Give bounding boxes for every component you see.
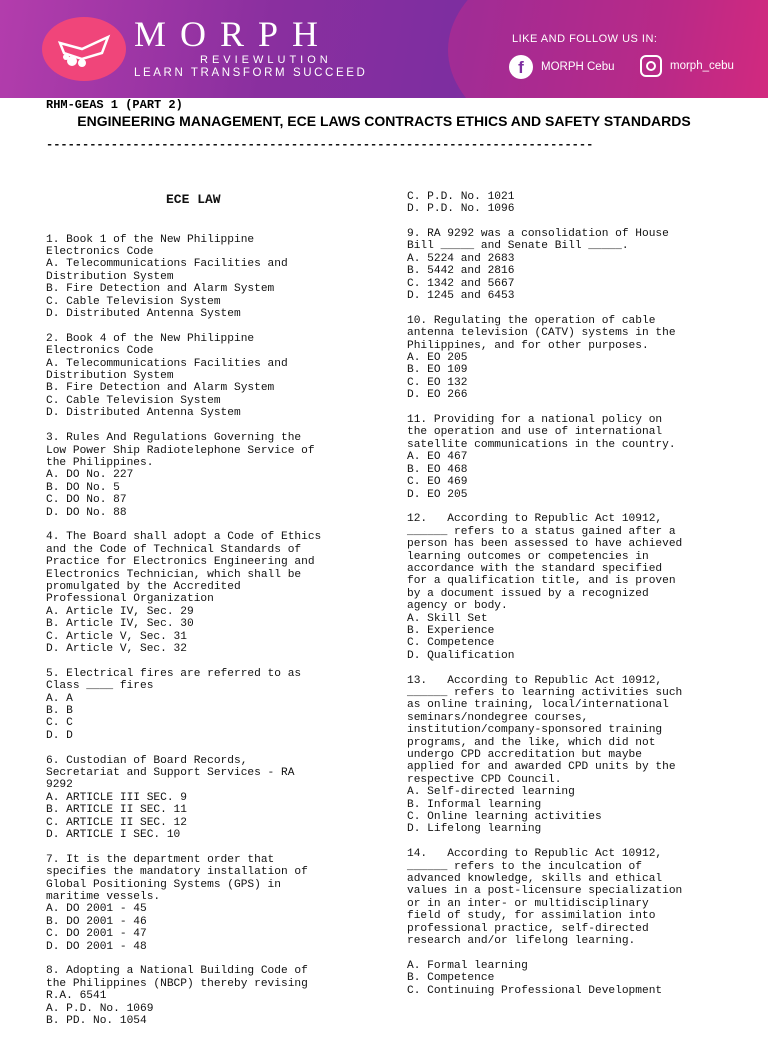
question-line: the Philippines. xyxy=(46,456,154,469)
question-line: ______ refers to learning activities such xyxy=(407,686,683,699)
question-line: D. EO 266 xyxy=(407,389,468,402)
question-line: Electronics Technician, which shall be xyxy=(46,568,302,581)
question-line: 9292 xyxy=(46,779,73,792)
question-block xyxy=(407,848,727,997)
question-line: A. Formal learning xyxy=(407,959,528,972)
question-line: C. Cable Television System xyxy=(46,295,221,308)
question-line: agency or body. xyxy=(407,600,508,613)
question-block xyxy=(46,234,376,321)
question-text: 13. According to Republic Act 10912, xyxy=(407,674,663,687)
question-line: Bill _____ and Senate Bill _____. xyxy=(407,240,629,253)
question-line: Distribution System xyxy=(46,370,174,383)
question-line: advanced knowledge, skills and ethical xyxy=(407,873,663,886)
question-line: research and/or lifelong learning. xyxy=(407,935,636,948)
question-line: A. EO 205 xyxy=(407,352,468,365)
question-line: as online training, local/international xyxy=(407,699,669,712)
brand-tagline: LEARN TRANSFORM SUCCEED xyxy=(134,67,368,79)
question-block xyxy=(46,965,376,1027)
question-block xyxy=(407,228,727,302)
question-line: the Philippines (NBCP) thereby revising xyxy=(46,977,308,990)
question-block xyxy=(407,513,727,662)
question-line: D. ARTICLE I SEC. 10 xyxy=(46,829,181,842)
question-line: A. P.D. No. 1069 xyxy=(46,1002,154,1015)
question-line: antenna television (CATV) systems in the xyxy=(407,327,676,340)
question-line: Philippines, and for other purposes. xyxy=(407,339,649,352)
question-line: A. Self-directed learning xyxy=(407,786,575,799)
question-line: Professional Organization xyxy=(46,593,214,606)
header-banner xyxy=(0,0,768,98)
question-line: B. EO 109 xyxy=(407,364,468,377)
question-line: B. PD. No. 1054 xyxy=(46,1015,147,1028)
brand-name: MORPH xyxy=(134,14,333,54)
question-text: 1. Book 1 of the New Philippine xyxy=(46,233,255,246)
question-line: B. B xyxy=(46,705,73,717)
question-line: C. Continuing Professional Development xyxy=(407,984,663,997)
section-title: ECE LAW xyxy=(166,191,221,207)
question-line: accordance with the standard specified xyxy=(407,562,663,575)
question-text: 10. Regulating the operation of cable xyxy=(407,314,656,327)
right-column xyxy=(407,166,727,1022)
question-block xyxy=(407,315,727,402)
question-line: C. Competence xyxy=(407,637,495,650)
question-block xyxy=(46,432,376,519)
question-text: 9. RA 9292 was a consolidation of House xyxy=(407,228,669,241)
question-line: undergo CPD accreditation but maybe xyxy=(407,749,642,762)
instagram-handle: morph_cebu xyxy=(670,60,734,72)
question-line: C. 1342 and 5667 xyxy=(407,277,515,290)
question-line: or in an inter- or multidisciplinary xyxy=(407,897,649,910)
question-line: D. 1245 and 6453 xyxy=(407,290,515,303)
question-line: A. 5224 and 2683 xyxy=(407,252,515,265)
question-text: 7. It is the department order that xyxy=(46,853,275,866)
question-line: ______ refers to a status gained after a xyxy=(407,525,676,538)
question-line: specifies the mandatory installation of xyxy=(46,866,308,879)
question-line: A. Article IV, Sec. 29 xyxy=(46,605,194,618)
question-text: C. P.D. No. 1021 xyxy=(407,190,515,203)
question-text: 12. According to Republic Act 10912, xyxy=(407,513,663,526)
question-line: B. Experience xyxy=(407,624,495,637)
divider-rule: ---------------------------------------------------------------------------- xyxy=(46,138,594,152)
question-line: promulgated by the Accredited xyxy=(46,580,241,593)
question-line xyxy=(407,948,727,960)
question-block xyxy=(46,755,376,842)
question-line: Electronics Code xyxy=(46,345,154,358)
question-text: 6. Custodian of Board Records, xyxy=(46,754,248,767)
question-text: 14. According to Republic Act 10912, xyxy=(407,848,663,861)
question-line: B. Fire Detection and Alarm System xyxy=(46,283,275,296)
facebook-link[interactable] xyxy=(509,55,615,79)
question-line: field of study, for assimilation into xyxy=(407,910,656,923)
question-block xyxy=(46,668,376,742)
question-line: the operation and use of international xyxy=(407,426,663,439)
question-line: D. Distributed Antenna System xyxy=(46,308,241,321)
morph-logo-icon xyxy=(42,17,126,81)
question-line: D. Distributed Antenna System xyxy=(46,407,241,420)
question-line: Secretariat and Support Services - RA xyxy=(46,767,295,780)
question-block xyxy=(407,675,727,836)
question-line: Distribution System xyxy=(46,270,174,283)
question-line: R.A. 6541 xyxy=(46,990,107,1003)
right-question-list xyxy=(407,191,727,997)
follow-label: LIKE AND FOLLOW US IN: xyxy=(512,33,658,45)
question-line: programs, and the like, which did not xyxy=(407,736,656,749)
question-line: D. Article V, Sec. 32 xyxy=(46,642,187,655)
question-text: 3. Rules And Regulations Governing the xyxy=(46,432,302,445)
question-line: C. EO 469 xyxy=(407,476,468,489)
question-block xyxy=(46,333,376,420)
question-line: and the Code of Technical Standards of xyxy=(46,543,302,556)
question-line: professional practice, self-directed xyxy=(407,922,649,935)
question-line: Practice for Electronics Engineering and xyxy=(46,556,315,569)
question-line: B. DO 2001 - 46 xyxy=(46,915,147,928)
question-line: B. Competence xyxy=(407,972,495,985)
question-line: D. DO 2001 - 48 xyxy=(46,940,147,953)
question-line: maritime vessels. xyxy=(46,891,161,904)
left-column xyxy=(46,168,376,1052)
question-text: 11. Providing for a national policy on xyxy=(407,414,663,427)
question-line: values in a post-licensure specialization xyxy=(407,885,683,898)
question-block xyxy=(407,191,727,216)
question-line: D. Qualification xyxy=(407,649,515,662)
document-title: ENGINEERING MANAGEMENT, ECE LAWS CONTRACTS ETHICS AND SAFETY STANDARDS xyxy=(77,113,691,129)
question-block xyxy=(46,854,376,953)
question-line: D. Lifelong learning xyxy=(407,823,542,836)
question-line: C. Article V, Sec. 31 xyxy=(46,630,187,643)
question-text: 5. Electrical fires are referred to as xyxy=(46,667,302,680)
question-line: satellite communications in the country. xyxy=(407,438,676,451)
question-line: A. DO 2001 - 45 xyxy=(46,903,147,916)
question-line: person has been assessed to have achieved xyxy=(407,538,683,551)
question-line: A. DO No. 227 xyxy=(46,469,134,482)
question-line: Electronics Code xyxy=(46,246,154,259)
banner-swoosh xyxy=(448,0,768,98)
question-line: C. DO 2001 - 47 xyxy=(46,928,147,941)
question-line: C. DO No. 87 xyxy=(46,494,127,507)
question-line: A. A xyxy=(46,692,73,705)
question-block xyxy=(46,531,376,655)
facebook-handle: MORPH Cebu xyxy=(541,61,615,73)
question-line: applied for and awarded CPD units by the xyxy=(407,761,676,774)
question-block xyxy=(407,414,727,501)
question-line: D. D xyxy=(46,729,73,742)
brand-subtitle: REVIEWLUTION xyxy=(200,54,332,66)
question-line: A. EO 467 xyxy=(407,451,468,464)
question-line: learning outcomes or competencies in xyxy=(407,550,649,563)
instagram-icon xyxy=(640,55,662,77)
question-line: B. Fire Detection and Alarm System xyxy=(46,382,275,395)
question-line: B. 5442 and 2816 xyxy=(407,265,515,278)
question-line: A. ARTICLE III SEC. 9 xyxy=(46,791,187,804)
question-line: B. Article IV, Sec. 30 xyxy=(46,618,194,631)
left-question-list xyxy=(46,234,376,1028)
question-line: ______ refers to the inculcation of xyxy=(407,860,642,873)
question-line: institution/company-sponsored training xyxy=(407,724,663,737)
question-line: Low Power Ship Radiotelephone Service of xyxy=(46,444,315,457)
question-line: A. Telecommunications Facilities and xyxy=(46,258,288,271)
question-line: C. EO 132 xyxy=(407,376,468,389)
question-line: B. DO No. 5 xyxy=(46,481,120,494)
question-line: A. Telecommunications Facilities and xyxy=(46,357,288,370)
question-line: D. DO No. 88 xyxy=(46,506,127,519)
question-line: B. ARTICLE II SEC. 11 xyxy=(46,804,187,817)
question-line: C. C xyxy=(46,717,73,730)
question-line: D. P.D. No. 1096 xyxy=(407,203,515,216)
question-line: C. Cable Television System xyxy=(46,394,221,407)
question-line: Global Positioning Systems (GPS) in xyxy=(46,878,281,891)
question-line: A. Skill Set xyxy=(407,612,488,625)
document-code: RHM-GEAS 1 (PART 2) xyxy=(46,98,183,112)
question-line: Class ____ fires xyxy=(46,680,154,693)
question-line: respective CPD Council. xyxy=(407,773,562,786)
question-line: by a document issued by a recognized xyxy=(407,587,649,600)
question-line: B. Informal learning xyxy=(407,798,542,811)
question-line: C. Online learning activities xyxy=(407,811,602,824)
question-line: C. ARTICLE II SEC. 12 xyxy=(46,816,187,829)
instagram-link[interactable] xyxy=(640,55,734,77)
question-text: 8. Adopting a National Building Code of xyxy=(46,965,308,978)
question-line: for a qualification title, and is proven xyxy=(407,575,676,588)
question-line: seminars/nondegree courses, xyxy=(407,711,589,724)
question-text: 4. The Board shall adopt a Code of Ethics xyxy=(46,531,322,544)
facebook-icon: f xyxy=(509,55,533,79)
question-line: D. EO 205 xyxy=(407,488,468,501)
question-text: 2. Book 4 of the New Philippine xyxy=(46,332,255,345)
question-line: B. EO 468 xyxy=(407,463,468,476)
